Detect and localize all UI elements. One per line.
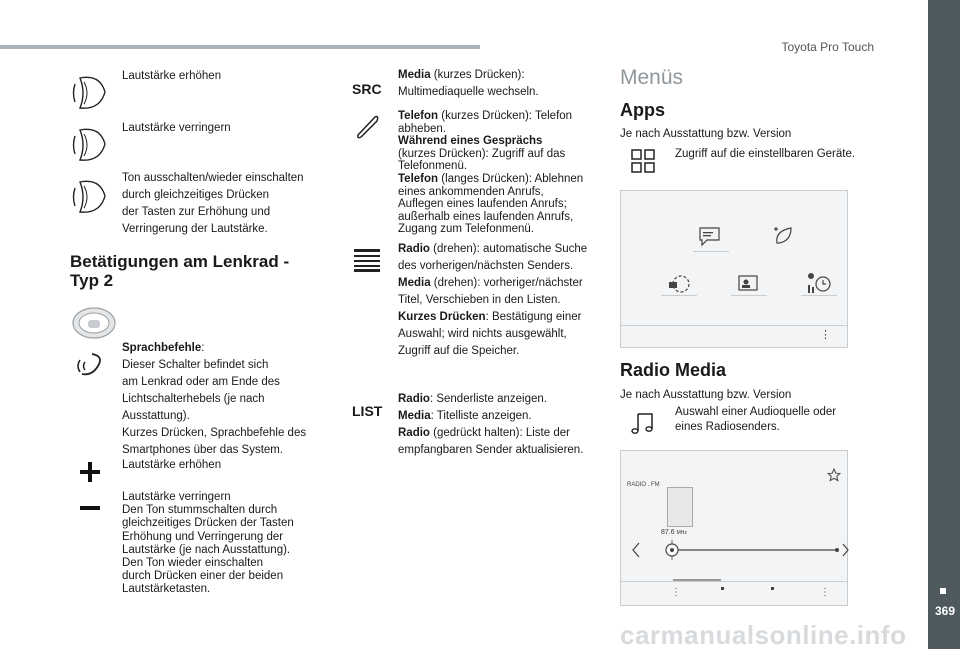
src-button-icon: SRC	[352, 81, 382, 97]
contact-card-icon[interactable]	[737, 273, 761, 293]
plus-text: Lautstärke erhöhen	[122, 459, 222, 471]
voice-command-icon	[74, 350, 110, 380]
list-button-icon: LIST	[352, 403, 383, 419]
watermark: carmanualsonline.info	[620, 620, 907, 650]
apps-description: Zugriff auf die einstellbaren Geräte.	[675, 148, 856, 160]
steering-wheel-button-icon	[70, 124, 112, 166]
voice-command-text: Sprachbefehle: Dieser Schalter befindet sich am Lenkrad oder am Ende des Lichtschalterhebels (je nach Ausstattung). Kurzes Drücken, Sprachbefehle des Smartphones über das System.	[122, 342, 307, 456]
tile-underline	[693, 251, 729, 252]
media-text: Media (kurzes Drücken): Multimediaquelle wechseln.	[398, 69, 539, 98]
radio-media-description: Auswahl einer Audioquelle oder eines Radiosenders.	[675, 406, 837, 433]
frequency-readout: 87.6 MHz	[661, 529, 687, 536]
steering-wheel-button-icon	[70, 176, 112, 218]
previous-station-icon	[633, 543, 639, 557]
page-marker	[940, 588, 946, 594]
favorite-star-icon[interactable]	[827, 468, 841, 482]
header-rule	[0, 45, 480, 49]
telephone-text: Telefon (kurzes Drücken): Telefon abheben. Während eines Gesprächs (kurzes Drücken): Zugriff auf das Telefonmenü. Telefon (langes Drücken): Ablehnen eines ankommenden Anrufs, Auflegen eines laufenden Anrufs; außerhalb eines laufenden Anrufs, Zugang zum Telefonmenü.	[398, 110, 584, 236]
connected-service-icon[interactable]	[667, 272, 693, 296]
page-dot-icon[interactable]	[721, 587, 724, 590]
settings-clock-icon[interactable]	[805, 271, 833, 295]
header-title: Toyota Pro Touch	[781, 40, 874, 54]
page-edge-strip	[928, 0, 960, 649]
phone-icon	[355, 113, 381, 139]
more-menu-icon[interactable]: ⋮	[820, 587, 830, 598]
tile-underline	[731, 295, 767, 296]
message-app-icon[interactable]	[697, 225, 723, 247]
list-text: Radio: Senderliste anzeigen. Media: Titelliste anzeigen. Radio (gedrückt halten): Liste der empfangbaren Sender aktualisieren.	[398, 393, 584, 456]
minus-text: Lautstärke verringern Den Ton stummschalten durch gleichzeitiges Drücken der Tasten Erhöhung und Verringerung der Lautstärke (je nach Ausstattung). Den Ton wieder einschalten durch Drücken einer der beiden Lautstärketasten.	[122, 491, 294, 596]
screen-divider	[621, 325, 847, 326]
rotary-dial-text: Radio (drehen): automatische Suche des vorherigen/nächsten Senders. Media (drehen): vorheriger/nächster Titel, Verschieben in den Listen. Kurzes Drücken: Bestätigung einer Auswahl; wird nichts ausgewählt, Zugriff auf die Speicher.	[398, 243, 588, 357]
rotary-dial-icon	[352, 247, 382, 273]
tile-underline	[661, 295, 697, 296]
radio-media-subtitle: Je nach Ausstattung bzw. Version	[620, 389, 792, 401]
frequency-slider[interactable]	[627, 537, 841, 563]
steering-wheel-button-icon	[70, 72, 112, 114]
page-dot-icon[interactable]	[771, 587, 774, 590]
tile-underline	[801, 295, 837, 296]
music-note-icon	[630, 411, 656, 435]
more-menu-icon[interactable]: ⋮	[820, 329, 831, 341]
radio-media-heading: Radio Media	[620, 360, 727, 380]
leaf-eco-icon[interactable]	[771, 225, 797, 247]
plus-icon	[80, 462, 100, 482]
volume-up-text: Lautstärke erhöhen	[122, 70, 222, 82]
volume-down-text: Lautstärke verringern	[122, 122, 231, 134]
section-heading: Betätigungen am Lenkrad - Typ 2	[70, 252, 290, 290]
next-station-icon[interactable]	[842, 543, 850, 557]
apps-grid-icon	[630, 148, 656, 174]
page-number: 369	[934, 604, 956, 618]
apps-screen	[620, 190, 848, 348]
apps-heading: Apps	[620, 100, 665, 120]
radio-source-label: RADIO . FM	[627, 482, 660, 488]
steering-wheel-icon	[70, 305, 118, 341]
station-artwork	[667, 487, 693, 527]
menus-heading: Menüs	[620, 66, 684, 89]
minus-icon	[80, 505, 100, 511]
radio-screen	[620, 450, 848, 606]
mute-text: Ton ausschalten/wieder einschalten durch gleichzeitiges Drücken der Tasten zur Erhöhung und Verringerung der Lautstärke.	[122, 172, 304, 235]
more-menu-icon[interactable]: ⋮	[671, 587, 681, 598]
apps-subtitle: Je nach Ausstattung bzw. Version	[620, 128, 792, 140]
screen-divider	[621, 581, 847, 582]
